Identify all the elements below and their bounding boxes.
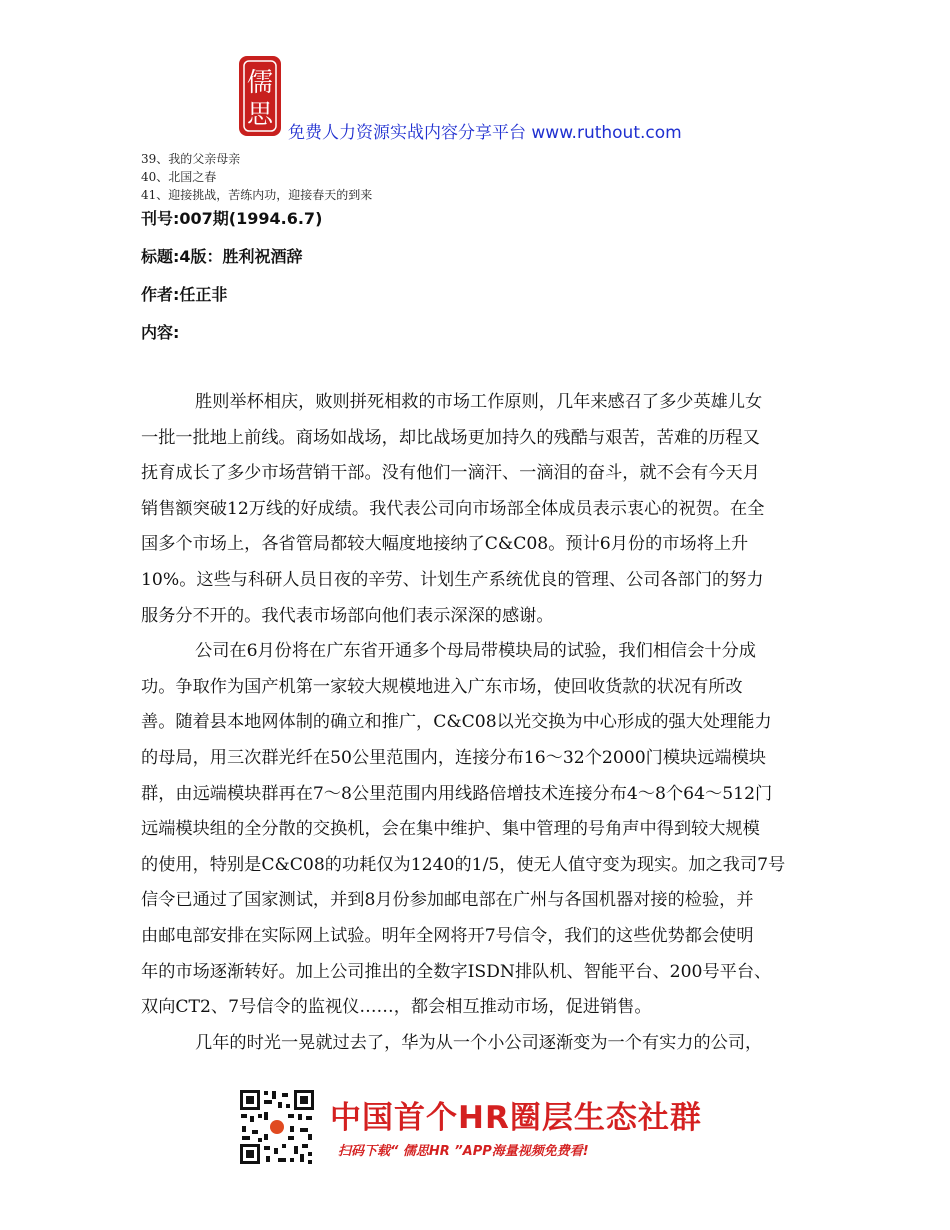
body-line: 销售额突破12万线的好成绩。我代表公司向市场部全体成员表示衷心的祝贺。在全 (141, 498, 765, 519)
banner-title: 中国首个HR圈层生态社群 (330, 1100, 702, 1136)
svg-text:儒: 儒 (246, 68, 274, 98)
body-line: 信令已通过了国家测试，并到8月份参加邮电部在广州与各国机器对接的检验，并 (141, 890, 754, 911)
body-line: 的母局，用三次群光纤在50公里范围内，连接分布16～32个2000门模块远端模块 (141, 747, 766, 768)
qr-code-icon[interactable] (238, 1088, 316, 1166)
toc-item: 40、北国之春 (141, 170, 217, 184)
toc-item: 39、我的父亲母亲 (141, 152, 241, 166)
body-line: 年的市场逐渐转好。加上公司推出的全数字ISDN排队机、智能平台、200号平台、 (141, 961, 772, 982)
body-line: 一批一批地上前线。商场如战场，却比战场更加持久的残酷与艰苦，苦难的历程又 (141, 427, 760, 448)
body-line: 胜则举杯相庆，败则拼死相救的市场工作原则，几年来感召了多少英雄儿女 (195, 392, 763, 412)
body-line: 10%。这些与科研人员日夜的辛劳、计划生产系统优良的管理、公司各部门的努力 (141, 569, 764, 590)
body-line: 国多个市场上，各省管局都较大幅度地接纳了C&C08。预计6月份的市场将上升 (141, 534, 749, 555)
content-label: 内容: (141, 323, 180, 342)
body-line: 抚育成长了多少市场营销干部。没有他们一滴汗、一滴泪的奋斗，就不会有今天月 (141, 463, 760, 484)
toc-list (141, 150, 372, 204)
svg-text:思: 思 (246, 100, 274, 130)
body-line: 公司在6月份将在广东省开通多个母局带模块局的试验，我们相信会十分成 (195, 641, 756, 662)
body-line: 服务分不开的。我代表市场部向他们表示深深的感谢。 (141, 605, 554, 626)
article-author: 作者:任正非 (141, 285, 228, 304)
article-title: 标题:4版：胜利祝酒辞 (141, 247, 303, 266)
body-line: 善。随着县本地网体制的确立和推广，C&C08以光交换为中心形成的强大处理能力 (141, 712, 772, 733)
body-line: 群，由远端模块群再在7～8公里范围内用线路倍增技术连接分布4～8个64～512门 (141, 783, 773, 804)
banner-subtitle: 扫码下载“ 儒思HR ”APP海量视频免费看! (338, 1144, 589, 1159)
body-line: 远端模块组的全分散的交换机，会在集中维护、集中管理的号角声中得到较大规模 (141, 819, 760, 840)
body-line: 的使用，特别是C&C08的功耗仅为1240的1/5，使无人值守变为现实。加之我司7号 (141, 854, 786, 875)
toc-item: 41、迎接挑战，苦练内功，迎接春天的到来 (141, 188, 373, 202)
body-line: 由邮电部安排在实际网上试验。明年全网将开7号信令，我们的这些优势都会使明 (141, 925, 754, 946)
footer-banner (238, 1088, 708, 1168)
body-line: 双向CT2、7号信令的监视仪……，都会相互推动市场，促进销售。 (141, 997, 652, 1018)
body-line: 几年的时光一晃就过去了，华为从一个小公司逐渐变为一个有实力的公司， (195, 1032, 763, 1053)
body-line: 功。争取作为国产机第一家较大规模地进入广东市场，使回收货款的状况有所改 (141, 676, 743, 697)
article-meta (141, 206, 322, 358)
issue-number: 刊号:007期(1994.6.7) (141, 209, 323, 228)
article-body (141, 385, 813, 1061)
ruthout-logo (238, 55, 282, 137)
header-tagline: 免费人力资源实战内容分享平台 www.ruthout.com (288, 123, 682, 143)
